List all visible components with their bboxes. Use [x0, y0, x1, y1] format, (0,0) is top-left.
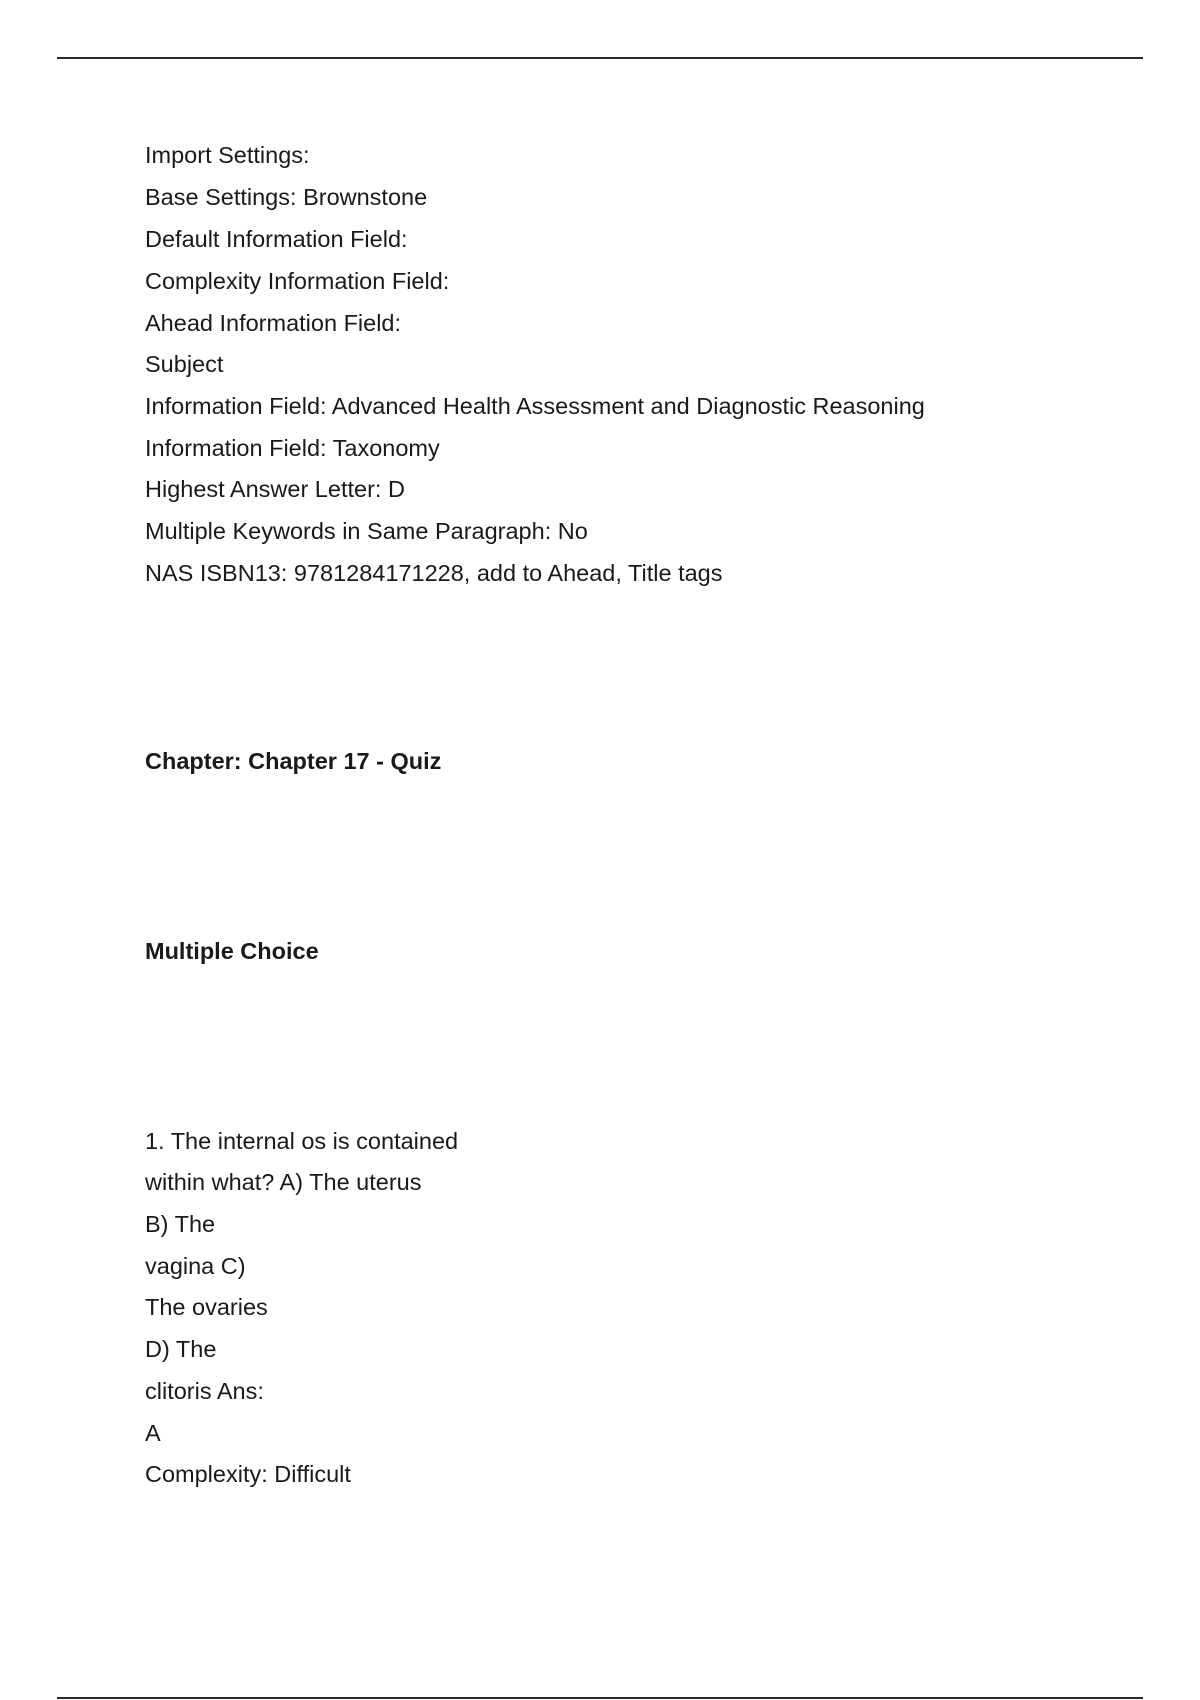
question-line: The ovaries — [145, 1294, 268, 1320]
question-line: B) The — [145, 1211, 216, 1237]
top-rule — [57, 57, 1143, 59]
question-line: clitoris Ans: — [145, 1378, 264, 1404]
question-line: D) The — [145, 1336, 217, 1362]
answer-line: A — [145, 1420, 161, 1446]
ahead-information-field-line: Ahead Information Field: — [145, 310, 402, 336]
isbn-line: NAS ISBN13: 9781284171228, add to Ahead, Title tags — [145, 560, 723, 586]
multiple-keywords-line: Multiple Keywords in Same Paragraph: No — [145, 518, 588, 544]
bottom-rule — [57, 1697, 1143, 1699]
taxonomy-information-field-line: Information Field: Taxonomy — [145, 435, 440, 461]
section-heading: Multiple Choice — [145, 938, 319, 964]
default-information-field-line: Default Information Field: — [145, 226, 408, 252]
subject-line: Subject — [145, 351, 224, 377]
subject-information-field-line: Information Field: Advanced Health Assessment and Diagnostic Reasoning — [145, 393, 925, 419]
question-line: within what? A) The uterus — [145, 1169, 422, 1195]
base-settings-line: Base Settings: Brownstone — [145, 184, 428, 210]
question-line: vagina C) — [145, 1253, 246, 1279]
highest-answer-letter-line: Highest Answer Letter: D — [145, 476, 405, 502]
complexity-line: Complexity: Difficult — [145, 1461, 351, 1487]
import-settings-line: Import Settings: — [145, 142, 310, 168]
question-line: 1. The internal os is contained — [145, 1128, 459, 1154]
complexity-information-field-line: Complexity Information Field: — [145, 268, 450, 294]
chapter-heading: Chapter: Chapter 17 - Quiz — [145, 748, 442, 774]
